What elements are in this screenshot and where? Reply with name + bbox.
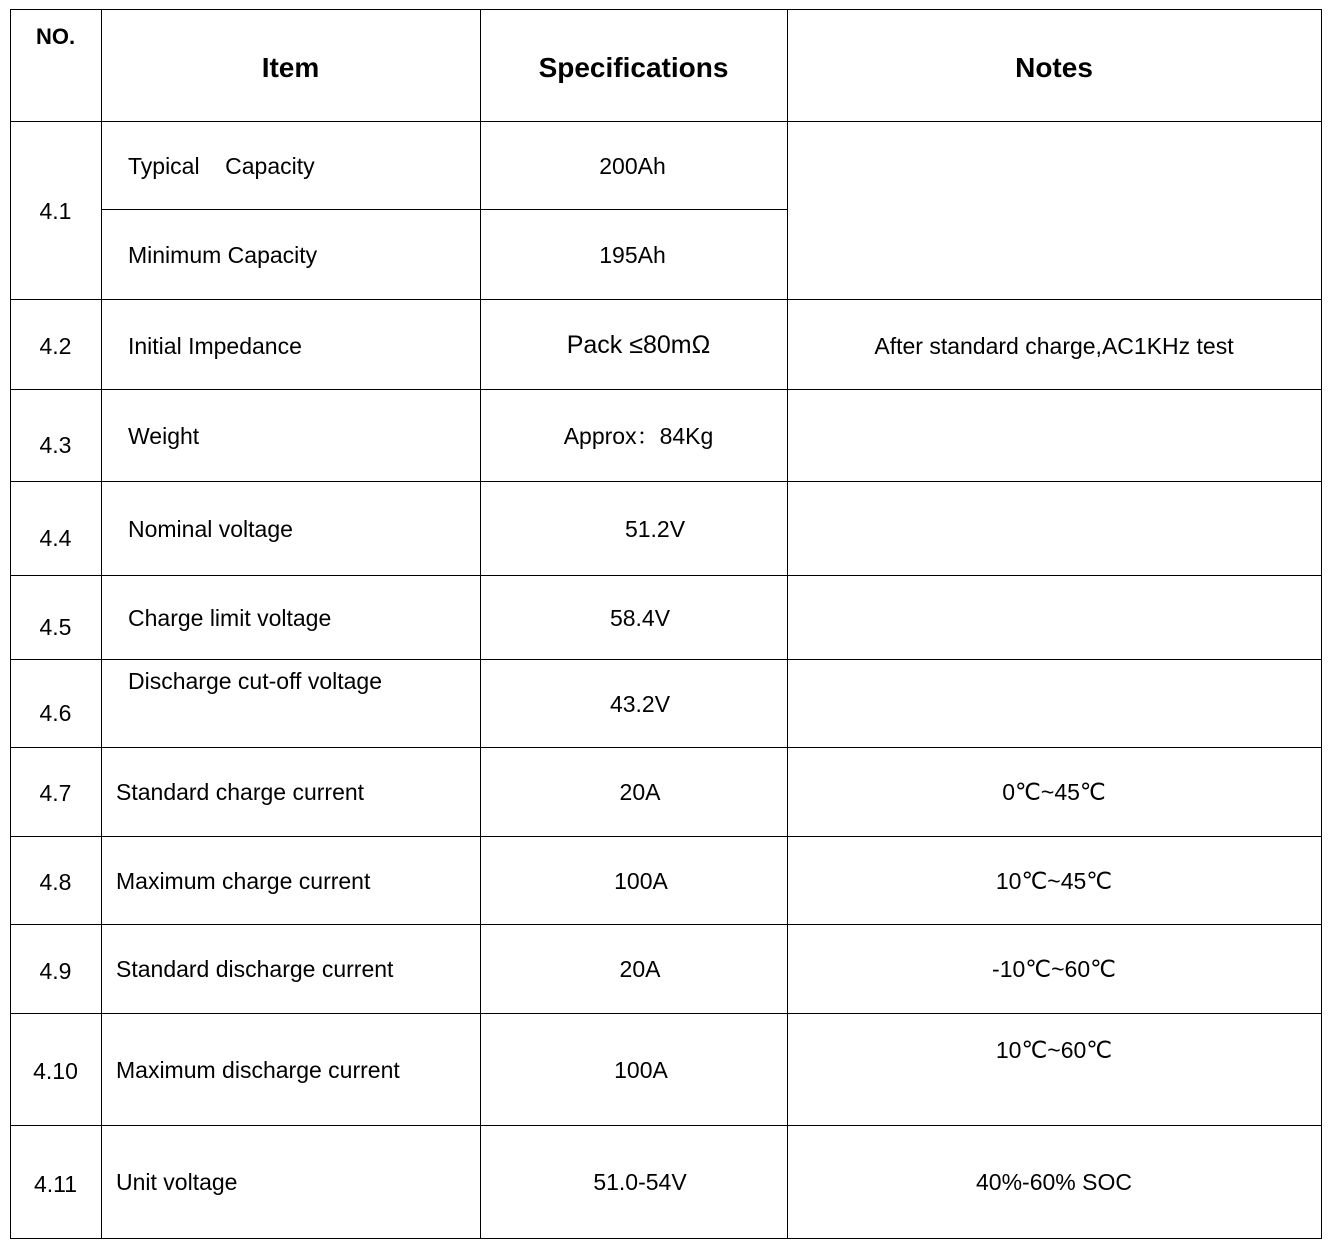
row-no: 4.1 (39, 198, 72, 224)
row-notes: 10℃~45℃ (995, 868, 1113, 894)
row-item: Discharge cut-off voltage (128, 668, 382, 694)
row-divider (10, 575, 1322, 576)
column-divider-no-item (101, 9, 102, 1239)
header-notes: Notes (1015, 52, 1093, 83)
header-specifications: Specifications (538, 52, 729, 83)
row-spec: 100A (614, 1057, 668, 1083)
row-no: 4.6 (39, 700, 72, 726)
row-divider (10, 747, 1322, 748)
row-divider (10, 1013, 1322, 1014)
row-spec: 200Ah (599, 153, 666, 179)
row-notes: 10℃~60℃ (995, 1037, 1113, 1063)
row-no: 4.9 (39, 958, 72, 984)
row-no: 4.5 (39, 614, 72, 640)
row-notes: After standard charge,AC1KHz test (874, 333, 1234, 359)
row-divider (10, 481, 1322, 482)
table-border-top (10, 9, 1322, 10)
table-border-right (1321, 9, 1322, 1239)
row-item: Maximum charge current (116, 868, 371, 894)
row-no: 4.8 (39, 869, 72, 895)
row-divider (10, 1125, 1322, 1126)
row-no: 4.10 (33, 1058, 78, 1084)
row-spec: Pack ≤80mΩ (566, 331, 711, 359)
row-divider (10, 836, 1322, 837)
header-item: Item (261, 52, 320, 83)
row-divider (10, 924, 1322, 925)
row-item: Standard discharge current (116, 956, 394, 982)
row-item: Minimum Capacity (128, 242, 318, 268)
row-spec: Approx：84Kg (563, 423, 714, 449)
row-divider (10, 659, 1322, 660)
table-border-bottom (10, 1238, 1322, 1239)
row-item: Initial Impedance (128, 333, 302, 359)
row-item: Nominal voltage (128, 516, 293, 542)
row-no: 4.7 (39, 780, 72, 806)
row-spec: 51.0-54V (593, 1169, 687, 1195)
row-notes: 0℃~45℃ (1002, 779, 1106, 805)
row-divider (10, 389, 1322, 390)
row-spec: 20A (619, 956, 661, 982)
row-item: Charge limit voltage (128, 605, 332, 631)
header-no: NO. (35, 24, 76, 49)
row-spec: 100A (614, 868, 668, 894)
row-spec: 43.2V (609, 691, 671, 717)
row-notes: 40%-60% SOC (976, 1169, 1132, 1195)
row-spec: 58.4V (609, 605, 671, 631)
row-no: 4.11 (33, 1171, 78, 1197)
row-divider (10, 299, 1322, 300)
row-item: Typical Capacity (128, 153, 315, 179)
row-divider-capacity (101, 209, 788, 210)
row-spec: 20A (619, 779, 661, 805)
row-no: 4.2 (39, 333, 72, 359)
row-item: Weight (128, 423, 200, 449)
row-no: 4.4 (39, 525, 72, 551)
row-item: Unit voltage (116, 1169, 238, 1195)
row-spec: 195Ah (599, 242, 666, 268)
row-item: Standard charge current (116, 779, 365, 805)
row-divider (10, 121, 1322, 122)
row-no: 4.3 (39, 432, 72, 458)
row-spec: 51.2V (624, 516, 686, 542)
row-notes: -10℃~60℃ (992, 956, 1116, 982)
row-item: Maximum discharge current (116, 1057, 400, 1083)
